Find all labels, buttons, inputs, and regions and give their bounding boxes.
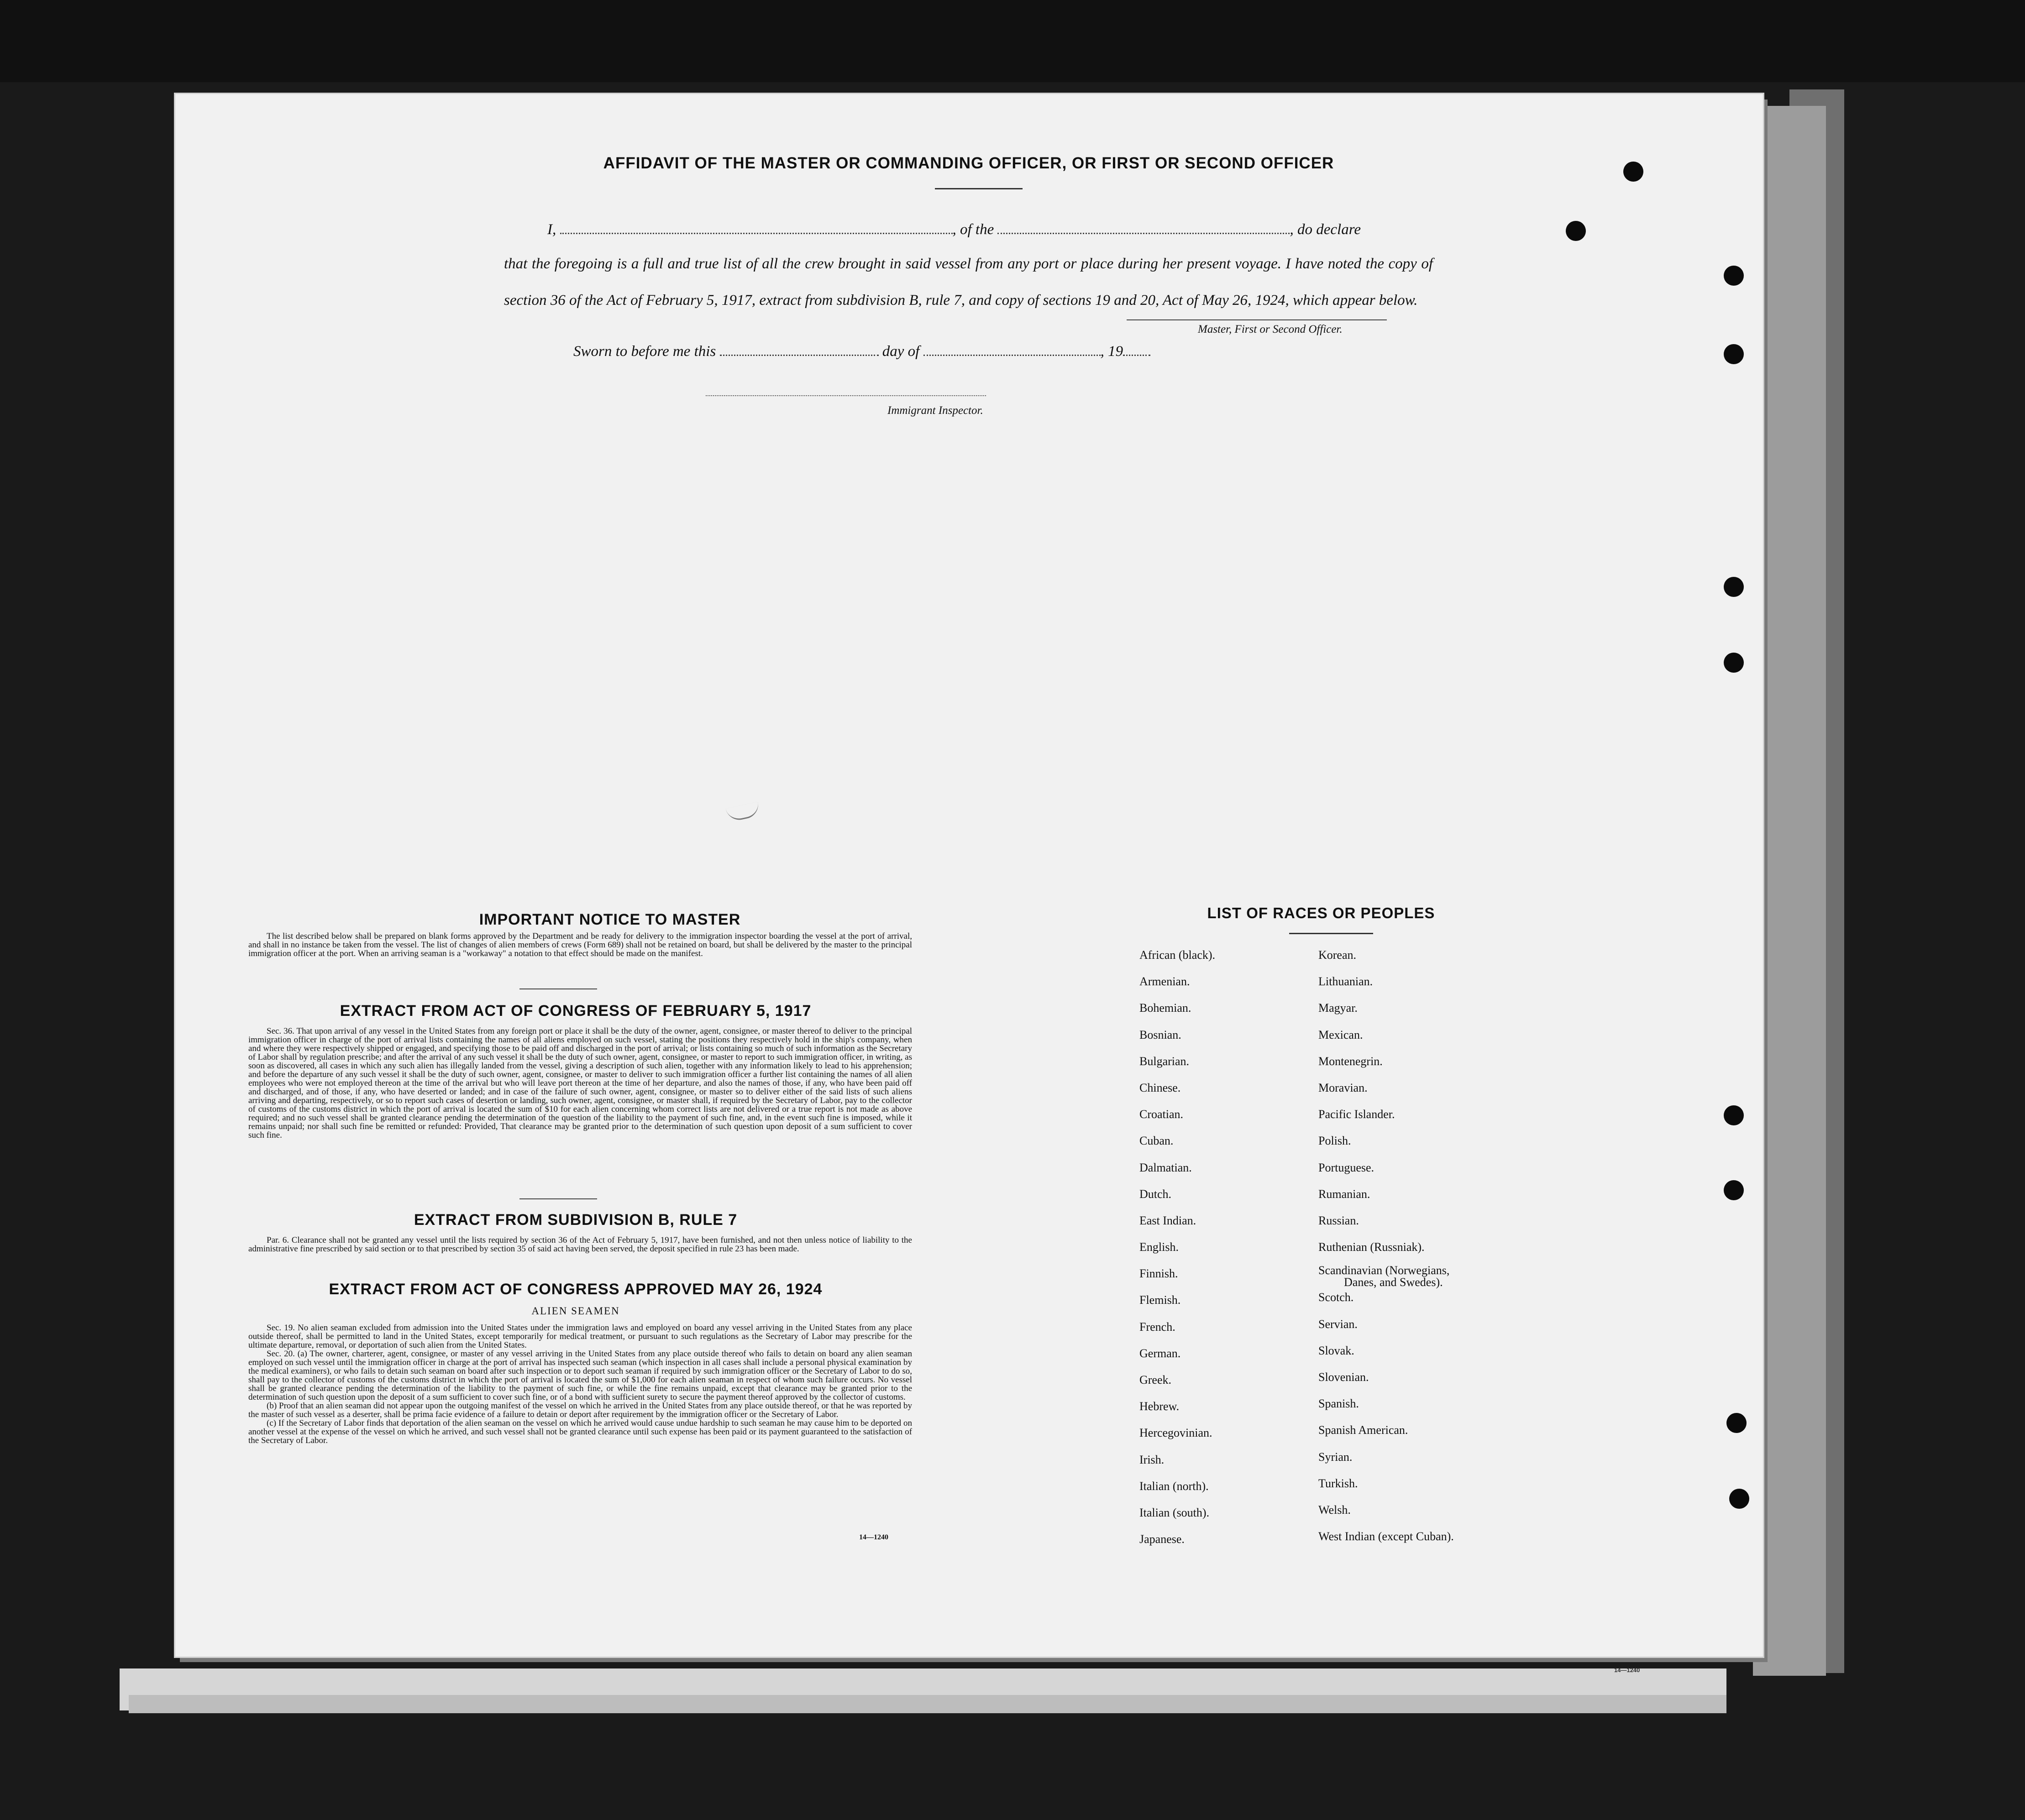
- rule7-paragraph: Par. 6. Clearance shall not be granted any vessel until the lists required by section 36 of the Act of February 5, 1917, have been furnished, and not then unless notice of liability to the administrative fine prescribed by said section or to that prescribed by section 35 of said act having been served, the deposit specified in rule 23 has been made.: [248, 1235, 912, 1254]
- sec-20c-paragraph: (c) If the Secretary of Labor finds that deportation of the alien seaman on the vessel on which he arrived would cause undue hardship to such seaman he may cause him to be deported on another vessel at the expense of the vessel on which he arrived, and such vessel shall not be granted clearance until such expense has been paid or its payment guaranteed to the satisfaction of the Secretary of Labor.: [248, 1418, 912, 1445]
- sec-20a-paragraph: Sec. 20. (a) The owner, charterer, agent, consignee, or master of any vessel arriving in the United States from any place outside thereof who fails to detain on board any alien seaman employed on such vessel until the immigration officer in charge at the port of arrival has inspected such seaman (which inspection in all cases shall include a personal physical examination by the medical examiners), or who fails to detain such seaman on board after such inspection or to deport such seaman if required by such immigration officer or the Secretary of Labor to do so, shall pay to the collector of customs of the customs district in which the port of arrival is located the sum of $1,000 for each alien seaman in respect of whom such failure occurs. No vessel shall be granted clearance pending the determination of the liability to the payment of such fine, or while the fine remains unpaid, except that clearance may be granted prior to the determination of such question upon the deposit of a sum sufficient to cover such fine, or of a bond with sufficient surety to secure the payment thereof approved by the collector of customs.: [248, 1349, 912, 1402]
- race-item: Bulgarian.: [1139, 1054, 1190, 1068]
- race-item: Bohemian.: [1139, 1001, 1191, 1015]
- microfilm-backdrop: [0, 0, 2025, 82]
- master-signature-line: [1127, 319, 1387, 320]
- punch-hole: [1566, 221, 1586, 241]
- race-item: Pacific Islander.: [1318, 1108, 1395, 1121]
- race-item: African (black).: [1139, 948, 1216, 962]
- alien-seamen-subtitle: ALIEN SEAMEN: [531, 1305, 620, 1317]
- notice-paragraph: The list described below shall be prepared on blank forms approved by the Department and be ready for delivery to the immigration inspector boarding the vessel at the port of arrival, and shall in no instance be taken from the vessel. The list of changes of alien members of crews (Form 689) shall not be retained on board, but shall be delivered by the master to the principal immigration officer at the port. When an arriving seaman is a "workaway" a notation to that effect should be made on the manifest.: [248, 931, 912, 958]
- sec-20b-paragraph: (b) Proof that an alien seaman did not appear upon the outgoing manifest of the vessel on which he arrived in the United States from any place outside thereof, or that he was reported by the master of such vessel as a deserter, shall be prima facie evidence of a failure to detain or deport after requirement by the immigration officer or the Secretary of Labor.: [248, 1401, 912, 1419]
- extract-1924-title: EXTRACT FROM ACT OF CONGRESS APPROVED MAY 26, 1924: [329, 1281, 823, 1298]
- master-signature-caption: Master, First or Second Officer.: [1198, 323, 1343, 335]
- race-item: East Indian.: [1139, 1213, 1196, 1227]
- race-item: Mexican.: [1318, 1028, 1363, 1041]
- affidavit-do-declare: , do declare: [1290, 221, 1361, 238]
- race-item: Flemish.: [1139, 1293, 1181, 1307]
- race-item: French.: [1139, 1320, 1175, 1334]
- race-item: Japanese.: [1139, 1532, 1185, 1546]
- race-item: Korean.: [1318, 948, 1357, 962]
- punch-hole: [1724, 577, 1744, 597]
- race-item: Greek.: [1139, 1373, 1172, 1386]
- race-item: Rumanian.: [1318, 1187, 1370, 1201]
- affidavit-body: that the foregoing is a full and true list of all the crew brought in said vessel from any port or place during her present voyage. I have noted the copy of section 36 of the Act of February 5, 1917, extract from subdivision B, rule 7, and copy of sections 19 and 20, Act of May 26, 1924, which appear below.: [504, 256, 1433, 309]
- sworn-line: [573, 343, 1150, 360]
- sworn-month-blank: [923, 345, 1101, 356]
- underlying-sheet-edge: [129, 1695, 1726, 1713]
- race-item: Hercegovinian.: [1139, 1426, 1212, 1440]
- pen-mark: [726, 802, 761, 822]
- notice-body: [248, 932, 912, 958]
- races-title-rule: [1289, 933, 1373, 934]
- race-item: Slovak.: [1318, 1344, 1354, 1357]
- race-item: Spanish.: [1318, 1397, 1359, 1411]
- section-divider: [519, 988, 597, 989]
- punch-hole: [1724, 1180, 1744, 1200]
- races-title: LIST OF RACES OR PEOPLES: [1207, 905, 1435, 921]
- name-blank: [560, 224, 953, 234]
- extract-1924-body: [248, 1323, 912, 1445]
- race-item: Bosnian.: [1139, 1028, 1181, 1041]
- section-divider: [519, 1198, 597, 1199]
- race-item: Russian.: [1318, 1213, 1359, 1227]
- race-item: Slovenian.: [1318, 1370, 1369, 1384]
- sworn-year: , 19: [1100, 343, 1123, 360]
- affidavit-title: AFFIDAVIT OF THE MASTER OR COMMANDING OFFICER, OR FIRST OR SECOND OFFICER: [603, 154, 1334, 172]
- race-item: Portuguese.: [1318, 1161, 1374, 1174]
- rule7-body: [248, 1236, 912, 1253]
- race-item: Armenian.: [1139, 975, 1190, 988]
- form-number: 14—1240: [859, 1533, 888, 1541]
- race-item: West Indian (except Cuban).: [1318, 1530, 1454, 1543]
- rule7-title: EXTRACT FROM SUBDIVISION B, RULE 7: [414, 1211, 738, 1229]
- punch-hole: [1724, 344, 1744, 364]
- race-item: Spanish American.: [1318, 1423, 1408, 1437]
- sworn-day-of: day of: [882, 343, 920, 360]
- sworn-year-blank: [1123, 345, 1150, 356]
- punch-hole: [1724, 653, 1744, 673]
- race-item: Polish.: [1318, 1134, 1351, 1148]
- race-item: Italian (south).: [1139, 1506, 1210, 1519]
- race-item: Moravian.: [1318, 1081, 1368, 1094]
- extract-1917-paragraph: Sec. 36. That upon arrival of any vessel in the United States from any foreign port or place it shall be the duty of the owner, agent, consignee, or master thereof to deliver to the principal immigration officer in charge of the port of arrival lists containing the names of all aliens employed on such vessel, stating the positions they respectively hold in the ship's company, when and where they were respectively shipped or engaged, and specifying those to be paid off and discharged in the port of arrival; or lists containing so much of such information as the Secretary of Labor shall by regulation prescribe; and after the arrival of any such vessel it shall be the duty of such owner, agent, consignee, or master to report to such immigration officer, in writing, as soon as discovered, all cases in which any such alien has illegally landed from the vessel, giving a description of such alien, together with any information likely to lead to his apprehension; and before the departure of any such vessel it shall be the duty of such owner, agent, consignee, or master to deliver to such immigration officer a further list containing the names of all alien employees who were not employed thereon at the time of the arrival but who will leave port thereon at the time of her departure, and also the names of those, if any, who have been paid off and discharged, and of those, if any, who have deserted or landed; and in case of the failure of such owner, agent, consignee, or master so to deliver either of the said lists of such aliens arriving and departing, respectively, or so to report such cases of desertion or landing, such owner, agent, consignee, or master shall, if required by the Secretary of Labor, pay to the collector of customs of the customs district in which the port of arrival is located the sum of $10 for each alien concerning whom correct lists are not delivered or a true report is not made as above required; and no such vessel shall be granted clearance pending the determination of the question of the liability to the payment of such fine, and, in the event such fine is imposed, while it remains unpaid; nor shall such fine be remitted or refunded: Provided, That clearance may be granted prior to the determination of such question upon deposit of a sum sufficient to cover such fine.: [248, 1026, 912, 1140]
- race-item: Dalmatian.: [1139, 1161, 1192, 1174]
- extract-1917-body: [248, 1027, 912, 1140]
- race-item: Ruthenian (Russniak).: [1318, 1240, 1425, 1254]
- sworn-day-blank: [720, 345, 879, 356]
- race-item: Magyar.: [1318, 1001, 1358, 1015]
- race-item: Finnish.: [1139, 1267, 1178, 1281]
- punch-hole: [1724, 266, 1744, 286]
- race-item: Italian (north).: [1139, 1479, 1209, 1493]
- affidavit-title-rule: [935, 188, 1023, 189]
- vessel-blank: [997, 224, 1290, 234]
- underlying-sheet-edge: [1753, 106, 1826, 1676]
- punch-hole: [1726, 1413, 1747, 1433]
- punch-hole: [1623, 162, 1643, 182]
- race-item: German.: [1139, 1346, 1181, 1360]
- extract-1917-title: EXTRACT FROM ACT OF CONGRESS OF FEBRUARY 5, 1917: [340, 1002, 812, 1020]
- edge-form-number: 14—1240: [1614, 1667, 1640, 1674]
- races-left-column: [1139, 948, 1215, 1559]
- races-right-column: [1318, 948, 1454, 1556]
- race-item: Welsh.: [1318, 1503, 1351, 1517]
- inspector-signature-line: [706, 395, 986, 396]
- affidavit-i: I,: [547, 221, 556, 238]
- affidavit-of-the: , of the: [952, 221, 994, 238]
- race-item: Chinese.: [1139, 1081, 1181, 1094]
- punch-hole: [1729, 1489, 1749, 1509]
- race-item: Syrian.: [1318, 1450, 1353, 1464]
- race-item-line2: Danes, and Swedes).: [1344, 1276, 1443, 1289]
- race-item: Irish.: [1139, 1453, 1165, 1466]
- sec-19-paragraph: Sec. 19. No alien seaman excluded from admission into the United States under the immigration laws and employed on board any vessel arriving in the United States from any place outside thereof, shall be permitted to land in the United States, except temporarily for medical treatment, or pursuant to such regulations as the Secretary of Labor may prescribe for the ultimate departure, removal, or deportation of such alien from the United States.: [248, 1323, 912, 1350]
- race-item-line1: Scandinavian (Norwegians,: [1318, 1264, 1450, 1277]
- race-item: Dutch.: [1139, 1187, 1172, 1201]
- race-item: Cuban.: [1139, 1134, 1174, 1148]
- race-item-scandinavian: [1318, 1264, 1454, 1291]
- inspector-caption: Immigrant Inspector.: [887, 404, 983, 417]
- notice-title: IMPORTANT NOTICE TO MASTER: [479, 911, 741, 928]
- race-item: Lithuanian.: [1318, 975, 1373, 988]
- affidavit-text: [504, 211, 1433, 319]
- race-item: Montenegrin.: [1318, 1054, 1383, 1068]
- manifest-back-page: [175, 94, 1763, 1657]
- race-item: English.: [1139, 1240, 1179, 1254]
- race-item: Turkish.: [1318, 1476, 1358, 1490]
- race-item: Croatian.: [1139, 1108, 1184, 1121]
- race-item: Scotch.: [1318, 1291, 1354, 1304]
- punch-hole: [1724, 1105, 1744, 1125]
- race-item: Hebrew.: [1139, 1400, 1180, 1413]
- race-item: Servian.: [1318, 1317, 1358, 1331]
- affidavit-declaration-line: [504, 211, 1433, 248]
- sworn-prefix: Sworn to before me this: [573, 343, 716, 360]
